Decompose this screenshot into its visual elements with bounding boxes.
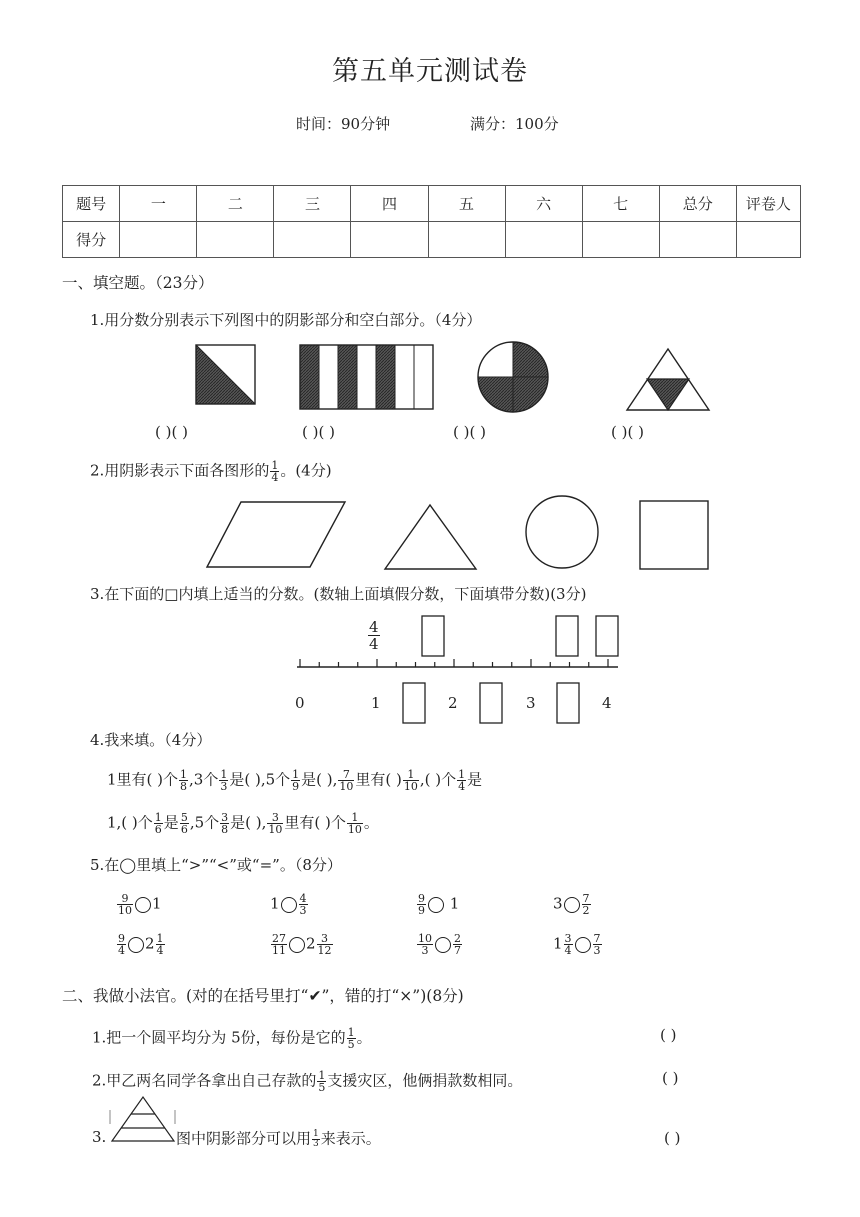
- answer-box-top[interactable]: [556, 616, 578, 656]
- compare-item: $\frac{9}{9}$ 1: [418, 892, 460, 917]
- compare-circle[interactable]: [289, 937, 305, 953]
- q1-blank-2[interactable]: ( )( ): [302, 423, 335, 441]
- compare-circle[interactable]: [128, 937, 144, 953]
- compare-circle[interactable]: [281, 897, 297, 913]
- circle-shape[interactable]: [526, 496, 598, 568]
- answer-box-bottom[interactable]: [403, 683, 425, 723]
- time-limit: 时间：90分钟: [296, 115, 391, 133]
- answer-box-top[interactable]: [596, 616, 618, 656]
- table-cell: 一: [120, 186, 197, 222]
- axis-label-3: 3: [526, 694, 536, 712]
- table-cell: 四: [351, 186, 428, 222]
- full-score: 满分：100分: [470, 115, 559, 133]
- compare-circle[interactable]: [575, 937, 591, 953]
- q2-shapes: [207, 496, 708, 569]
- q4-line-2: 1,( )个 $\frac{1}{6}$ 是 $\frac{5}{6}$ ,5个 $\frac{3}{8}$ 是( ), $\frac{3}{10}$ 里有( )个 $\frac{1}{10}$ 。: [107, 811, 379, 836]
- answer-box-top[interactable]: [422, 616, 444, 656]
- compare-item: 3 $\frac{7}{2}$: [553, 892, 590, 917]
- table-cell: 五: [428, 186, 505, 222]
- table-cell: 得分: [63, 222, 120, 258]
- table-cell: 二: [197, 186, 274, 222]
- q1-text: 1.用分数分别表示下列图中的阴影部分和空白部分。（4分）: [90, 311, 482, 329]
- table-cell: 总分: [659, 186, 736, 222]
- judge-q2: 2.甲乙两名同学各拿出自己存款的 $\frac{1}{5}$ 支援灾区，他俩捐款数相同。: [92, 1069, 523, 1094]
- fraction: $\frac{1}{4}$: [271, 459, 279, 484]
- judge-q3-num: 3.: [92, 1128, 107, 1146]
- square-shape[interactable]: [640, 501, 708, 569]
- compare-circle[interactable]: [135, 897, 151, 913]
- pyramid-figure: [110, 1097, 175, 1141]
- compare-item: $\frac{9}{4}$ 2 $\frac{1}{4}$: [118, 932, 164, 957]
- section1-heading: 一、填空题。（23分）: [62, 274, 214, 292]
- compare-item: 1 $\frac{4}{3}$: [270, 892, 307, 917]
- answer-box-bottom[interactable]: [557, 683, 579, 723]
- q1-blank-1[interactable]: ( )( ): [155, 423, 188, 441]
- figure-triangle-inner: [627, 349, 709, 410]
- q5-text: 5.在◯里填上“>”“<”或“=”。（8分）: [90, 856, 342, 874]
- compare-circle[interactable]: [564, 897, 580, 913]
- q1-blank-4[interactable]: ( )( ): [611, 423, 644, 441]
- answer-box-bottom[interactable]: [480, 683, 502, 723]
- judge-answer-2[interactable]: ( ): [662, 1069, 679, 1087]
- table-cell: 七: [582, 186, 659, 222]
- axis-label-1: 1: [371, 694, 381, 712]
- compare-item: $\frac{27}{11}$ 2 $\frac{3}{12}$: [272, 932, 332, 957]
- compare-circle[interactable]: [435, 937, 451, 953]
- judge-answer-3[interactable]: ( ): [664, 1129, 681, 1147]
- table-cell: 六: [505, 186, 582, 222]
- table-cell: 题号: [63, 186, 120, 222]
- q3-text: 3.在下面的□内填上适当的分数。(数轴上面填假分数，下面填带分数)(3分): [90, 585, 587, 603]
- q1-blank-3[interactable]: ( )( ): [453, 423, 486, 441]
- axis-label-4: 4: [602, 694, 612, 712]
- figure-striped-rectangle: [300, 345, 433, 409]
- compare-circle[interactable]: [428, 897, 444, 913]
- q4-text: 4.我来填。（4分）: [90, 731, 212, 749]
- q4-line-1: 1里有( )个 $\frac{1}{8}$ ,3个 $\frac{1}{3}$ 是( ),5个 $\frac{1}{9}$ 是( ), $\frac{7}{10}$ 里有( ) $\frac{1}{10}$ ,( )个 $\frac{1}{4}$ 是: [107, 768, 483, 793]
- section2-heading: 二、我做小法官。(对的在括号里打“✔”，错的打“×”)(8分): [62, 987, 464, 1005]
- q2-text: 2.用阴影表示下面各图形的 $\frac{1}{4}$ 。(4分): [90, 459, 332, 484]
- figure-square-diagonal: [196, 345, 255, 404]
- given-fraction: $\frac{4}{4}$: [369, 618, 379, 653]
- table-cell: 三: [274, 186, 351, 222]
- judge-q3: 图中阴影部分可以用 $\frac{1}{3}$ 来表示。: [176, 1129, 381, 1149]
- page-title: 第五单元测试卷: [332, 56, 528, 87]
- figure-circle-quarters: [478, 342, 548, 412]
- compare-item: $\frac{10}{3}$ $\frac{2}{7}$: [418, 932, 461, 957]
- table-cell: 评卷人: [736, 186, 800, 222]
- compare-item: $\frac{9}{10}$ 1: [118, 892, 162, 917]
- axis-label-0: 0: [295, 694, 305, 712]
- parallelogram-shape[interactable]: [207, 502, 345, 567]
- compare-item: 1 $\frac{3}{4}$ $\frac{7}{3}$: [553, 932, 601, 957]
- axis-label-2: 2: [448, 694, 458, 712]
- judge-q1: 1.把一个圆平均分为 5份，每份是它的 $\frac{1}{5}$ 。: [92, 1026, 372, 1051]
- judge-answer-1[interactable]: ( ): [660, 1026, 677, 1044]
- triangle-shape[interactable]: [385, 505, 476, 569]
